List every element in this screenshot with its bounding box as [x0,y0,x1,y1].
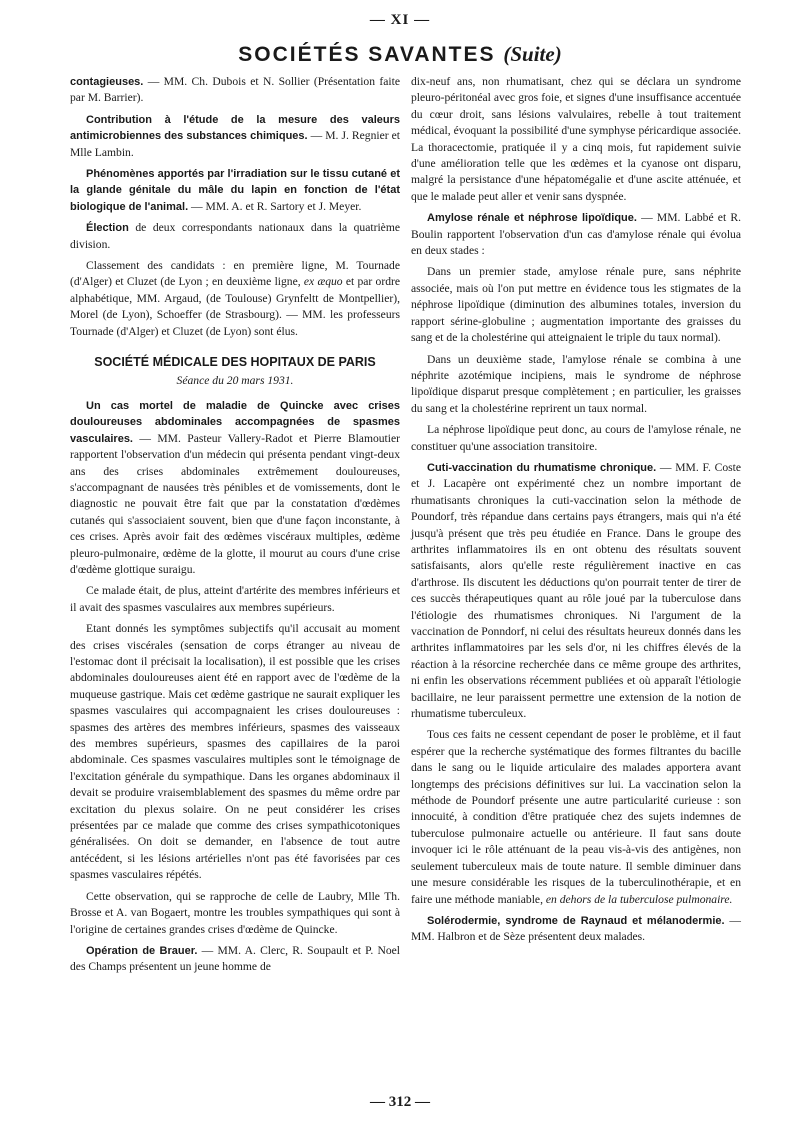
paragraph [70,112,400,161]
paragraph: Dans un premier stade, amylose rénale pure, sans néphrite associée, mais où l'on put mettre en évidence tous les stigmates de la néphrose lipoïdique (diminution des albumines totales, inversion du rapport sérine-globuline ; augmentation importante des graisses du sang et de la cholestérine qui atteignaient le triple du taux normal). [411,265,741,345]
paragraph: La néphrose lipoïdique peut donc, au cours de l'amylose rénale, ne constituer qu'une association transitoire. [411,423,741,453]
right-column [411,74,741,951]
item-text: — MM. F. Coste et J. Lacapère ont expérimenté chez un nombre important de rhumatisants chroniques la cuti-vaccination selon la méthode de Poundorf, très répandue dans certains pays étrangers, mais qui n'a été jusqu'à présent que très peu étudiée en France. Dans le groupe des arthrites inflammatoires ils en ont obtenu des résultats souvent satisfaisants, alors qu'elle reste régulièrement inactive en cas d'arthrose. Ils discutent les déductions qu'on pourrait tenter de tirer de ces succès thérapeutiques quant au rôle joué par la tuberculose dans l'étiologie des rhumatismes chroniques. Ni l'argument de la vaccination de Ponndorf, ni celui des résultats heureux donnés dans les arthrites inflammatoires par les sels d'or, ni les chiffres élevés de la réaction à la résorcine recherchée dans ce même groupe des arthrites, ni enfin les observations récemment publiées et où apparaît l'étiologie bacillaire, ne leur paraissent permettre une extension de la notion de rhumatisme tuberculeux. [411,460,741,721]
paragraph: Dans un deuxième stade, l'amylose rénale se combina à une néphrite azotémique incipiens, mais le syndrome de néphrose lipoïdique disparut presque complètement ; en particulier, les graisses du sang et la cholestérine reprirent un taux normal. [411,352,741,415]
paragraph [70,398,400,578]
item-title: Opération de Brauer. [86,944,198,957]
paragraph [70,166,400,215]
item-title: Cuti-vaccination du rhumatisme chronique. [427,461,657,474]
item-text: — MM. Labbé et R. Boulin rapportent l'observation d'un cas d'amylose rénale qui évolua en deux stades : [411,211,741,258]
item-text: Classement des candidats : en première ligne, M. Tournade (d'Alger) et Cluzet (de Lyon ; en deuxième ligne, [70,259,400,289]
section-title: SOCIÉTÉ MÉDICALE DES HOPITAUX DE PARIS [94,355,376,370]
paragraph [70,258,400,340]
item-title: Élection [86,222,129,235]
left-column [70,74,400,981]
item-text: — MM. Halbron et de Sèze présentent deux malades. [411,913,741,944]
item-title: contagieuses. [70,76,144,88]
paragraph [411,727,741,907]
paragraph: Ce malade était, de plus, atteint d'artérite des membres inférieurs et il avait des spasmes vasculaires aux membres supérieurs. [70,584,400,614]
paragraph [411,460,741,723]
item-text: Tous ces faits ne cessent cependant de poser le problème, et il faut espérer que la recherche systématique des formes filtrantes du bacille dans le sang ou le liquide articulaire des malades apportera avant longtemps des précisions définitives sur lui. La vaccination selon la méthode de Poundorf présente une autre particularité curieuse : son innocuité, à condition d'être pratiquée chez des sujets indemnes de tuberculose pulmonaire actuelle ou antérieure. Il faut sans doute invoquer ici le rôle atténuant de la peau vis-à-vis des antigènes, non seulement tuberculeux mais de toute nature. Il semble diminuer dans une mesure considérable les risques de la tuberculinothérapie, et en faire une méthode maniable, [411,728,741,906]
paragraph: dix-neuf ans, non rhumatisant, chez qui se déclara un syndrome pleuro-péritonéal avec gros foie, et signes d'une insuffisance accentuée du cœur droit, sans lésions valvulaires, rebelle à tout traitement médical, évoquant la possibilité d'une symphyse péricardique associée. La thoracectomie, pratiquée il y a cinq mois, fut rapidement suivie d'une amélioration telle que les œdèmes et la cyanose ont disparu, malgré la persistance d'une hépatomégalie et d'une ascite atténuée, et que le malade peut aller et venir sans dyspnée. [411,75,741,203]
running-title [0,42,800,67]
paragraph [70,220,400,253]
paragraph [70,74,400,107]
item-title: Amylose rénale et néphrose lipoïdique. [427,212,637,225]
paragraph: Cette observation, qui se rapproche de celle de Laubry, Mlle Th. Brosse et A. van Bogaert, montre les troubles sympathiques qui sont à l'origine de certaines grandes crises d'œdème de Quincke. [70,889,400,936]
item-text: — MM. A. Clerc, R. Soupault et P. Noel des Champs présentent un jeune homme de [70,943,400,974]
item-text: et par ordre alphabétique, MM. Argaud, (de Toulouse) Grynfeltt de Montpellier), Morel (de Lyon), Schoeffer (de Strasbourg). — MM. les professeurs Tournade (d'Alger) et Cluzet (de Lyon) sont élus. [70,275,400,338]
page-number: — 312 — [370,1094,430,1110]
running-title-suite: (Suite) [503,42,562,66]
item-text: — MM. Pasteur Vallery-Radot et Pierre Blamoutier rapportent l'observation d'un médecin qui présenta pendant vingt-deux ans des crises abdominales extrêmement douloureuses, s'accompagnant de nausées très pénibles et de vomissements, dont le diagnostic ne pouvait être fait que par la constatation d'œdèmes cutanés qui s'associaient souvent, bien que d'une façon inconstante, à ces crises. Après avoir fait des œdèmes viscéraux multiples, œdème pleuro-pulmonaire, œdème de la glotte, il mourut au cours d'une crise d'œdème glottique suraigu. [70,431,400,576]
item-text: de deux correspondants nationaux dans la quatrième division. [70,221,400,251]
item-title: Contribution à l'étude de la mesure des valeurs antimicrobiennes des substances chimiques. [70,113,400,143]
item-italic: en dehors de la tuberculose pulmonaire. [545,892,733,906]
paragraph: Etant donnés les symptômes subjectifs qu'il accusait au moment des crises viscérales (sensation de corps étranger au niveau de l'estomac dont il précisait la localisation), il est possible que les crises abdominales douloureuses aient été en rapport avec de l'œdème de la muqueuse gastrique. Mais cet œdème gastrique ne saurait expliquer les spasmes vasculaires qui accompagnaient les crises douloureuses : spasmes des artères des membres inférieurs, spasmes des vaisseaux des membres supérieurs, spasmes des capillaires de la paroi abdominale. Ces spasmes vasculaires multiples sont le témoignage de l'excitation générale du sympathique. Dans les organes abdominaux il devait se produire vraisemblablement des spasmes du même ordre par excitation du plexus solaire. On ne peut considérer les crises présentées par ce malade que comme des crises sympathicotoniques généralisées. On doit se demander, en l'absence de tout autre antécédent, si les lésions artérielles n'ont pas été favorisées par ces spasmes vasculaires répétés. [70,622,400,882]
item-text: — MM. A. et R. Sartory et J. Meyer. [188,199,362,213]
seance-date: Séance du 20 mars 1931. [176,373,294,387]
item-title: Un cas mortel de maladie de Quincke avec crises douloureuses abdominales accompagnées de spasmes vasculaires. [70,399,400,445]
item-title: Phénomènes apportés par l'irradiation sur le tissu cutané et la glande génitale du mâle du lapin en fonction de l'état biologique de l'animal. [70,168,400,213]
item-italic: ex æquo [303,275,343,289]
page-number-roman: — XI — [369,12,431,28]
item-title: Solérodermie, syndrome de Raynaud et mélanodermie. [427,914,725,927]
running-title-main: SOCIÉTÉS SAVANTES [238,43,496,66]
paragraph [411,210,741,259]
item-text: — MM. Ch. Dubois et N. Sollier (Présentation faite par M. Barrier). [70,75,400,105]
item-text: — M. J. Regnier et Mlle Lambin. [70,129,400,159]
paragraph [70,943,400,976]
paragraph [411,913,741,946]
